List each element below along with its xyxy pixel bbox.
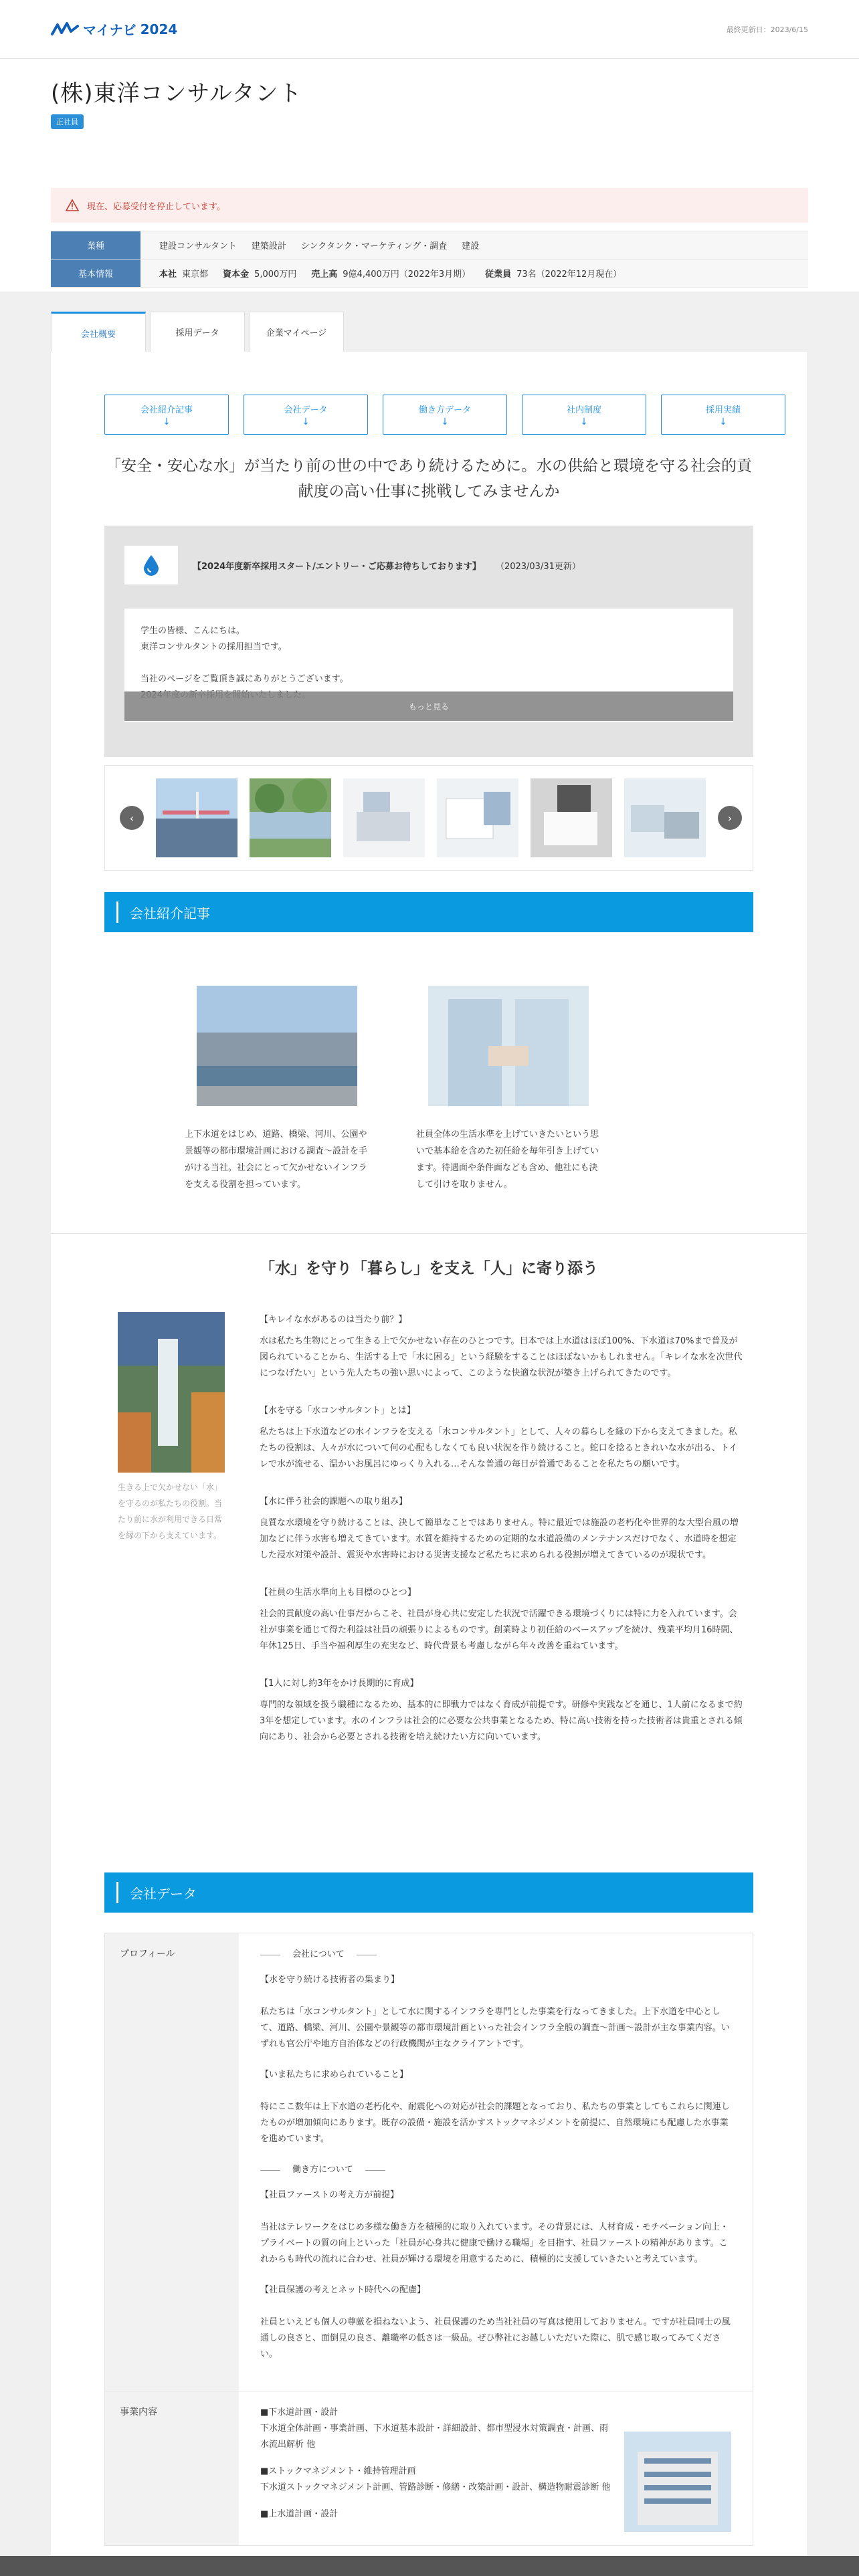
- hq-key: 本社: [159, 270, 177, 280]
- capital-value: 5,000万円: [254, 270, 297, 280]
- industry-item[interactable]: 建設: [462, 241, 480, 251]
- feature-article-body: [260, 1312, 745, 1767]
- industry-label: 業種: [51, 231, 140, 259]
- paragraph-text: 私たちは上下水道などの水インフラを支える「水コンサルタント」として、人々の暮らしを縁の下から支えてきました。私たちの役割は、人々が水について何の心配もしなくても良い状況を作り続けること。蛇口を捻るときれいな水が出る、トイレで水が流せる、温かいお風呂にゆっくり入れる…そんな普通の毎日が普通であることを私たちの願いです。: [260, 1427, 738, 1469]
- paragraph-heading: 【キレイな水があるのは当たり前？】: [260, 1315, 407, 1325]
- subheading: 働き方について: [260, 2162, 731, 2178]
- section-heading-articles: 会社紹介記事: [104, 892, 753, 932]
- section-heading-company-data: 会社データ: [104, 1872, 753, 1913]
- sales-value: 9億4,400万円（2022年3月期）: [343, 270, 471, 280]
- carousel-prev-button[interactable]: [120, 806, 144, 830]
- carousel-next-button[interactable]: [718, 806, 742, 830]
- profile-value: 会社について 【水を守り続ける技術者の集まり】 私たちは「水コンサルタント」として水に関するインフラを専門とした事業を行なってきました。上下水道を中心として、道路、橋梁、河川、公園や景観等の都市環境計画といった社会インフラ全般の調査〜計画〜設計が主な事業内容。いずれも官公庁や地方自治体などの行政機関が主なクライアントです。 【いま私たちに求められていること】 特にここ数年は上下水道の老朽化や、耐震化への対応が社会的課題となっており、私たちの事業としてもこれらに関連したものが増加傾向にあります。既存の設備・施設を活かすストックマネジメントを前提に、自然環境にも配慮した水事業を進めています。 働き方について 【社員ファーストの考え方が前提】 当社はテレワークをはじめ多様な働き方を積極的に取り入れています。その背景には、人材育成・モチベーション向上・プライベートの質の向上といった「社員が心身共に健康で働ける職場」を目指す、社員ファーストの精神があります。これからも時代の流れに合わせ、社員が輝ける環境を用意するために、積極的に支援していきたいと考えています。 【社員保護の考えとネット時代への配慮】 社員といえども個人の尊厳を損ねないよう、社員保護のため当社社員の写真は使用しておりません。ですが社員同士の風通しの良さと、面倒見の良さ、離職率の低さは一級品。ぜひ弊社にお越しいただいた際に、肌で感じ取ってみてください。: [239, 1933, 753, 2391]
- carousel-photo[interactable]: [343, 778, 425, 857]
- message-title: 【2024年度新卒採用スタート/エントリー・ご応募お待ちしております】: [193, 561, 481, 572]
- quick-link-benefits[interactable]: 社内制度 ↓: [522, 395, 646, 435]
- industry-values: [140, 239, 479, 251]
- basic-info-label: 基本情報: [51, 259, 140, 287]
- last-updated: 最終更新日：2023/6/15: [726, 25, 808, 34]
- business-label: 事業内容: [105, 2391, 239, 2545]
- catchphrase: 「安全・安心な水」が当たり前の世の中であり続けるために。水の供給と環境を守る社会的貢献度の高い仕事に挑戦してみませんか: [106, 457, 752, 500]
- office-building-photo: [624, 2432, 731, 2532]
- sales-key: 売上高: [311, 270, 338, 280]
- article-photo: [197, 986, 357, 1106]
- employment-type-badge: 正社員: [51, 114, 84, 129]
- carousel-photo[interactable]: [531, 778, 612, 857]
- application-closed-notice: [51, 188, 808, 223]
- paragraph-text: 良質な水環境を守り続けることは、決して簡単なことではありません。特に最近では施設の老朽化や世界的な大型台風の増加などに伴う水害も増えてきています。水質を維持するための定期的な水道設備のメンテナンスだけでなく、水道時を想定した浸水対策や設計、震災や水害時における災害支援など私たちに求められる役割が増えてきているのが現状です。: [260, 1518, 739, 1560]
- tab-company-overview[interactable]: 会社概要: [51, 312, 146, 353]
- paragraph-heading: 【社員の生活水準向上も目標のひとつ】: [260, 1588, 416, 1598]
- profile-row: [105, 1933, 753, 2391]
- photo-caption: 生きる上で欠かせない「水」を守るのが私たちの役割。当たり前に水が利用できる日常を縁の下から支えています。: [118, 1483, 223, 1540]
- arrow-down-icon: ↓: [441, 416, 449, 427]
- quick-links: [104, 395, 785, 435]
- article-photo: [428, 986, 589, 1106]
- profile-label: プロフィール: [105, 1933, 239, 2391]
- industry-item[interactable]: 建設コンサルタント: [159, 241, 237, 251]
- company-name: (株)東洋コンサルタント: [51, 80, 302, 107]
- quick-link-hiring-record[interactable]: 採用実績 ↓: [661, 395, 785, 435]
- company-info-table: [51, 231, 808, 288]
- photo-carousel: [104, 765, 753, 871]
- logo-mark-icon: [51, 21, 79, 38]
- article-card[interactable]: [185, 986, 369, 1193]
- carousel-photo[interactable]: [250, 778, 331, 857]
- capital-key: 資本金: [223, 270, 250, 280]
- divider: [51, 1233, 807, 1234]
- logo-text: マイナビ: [83, 22, 136, 38]
- paragraph-heading: 【1人に対し約3年をかけ長期的に育成】: [260, 1679, 419, 1689]
- quick-link-articles[interactable]: 会社紹介記事 ↓: [104, 395, 229, 435]
- basic-info-row: [51, 259, 808, 288]
- carousel-photo[interactable]: [156, 778, 237, 857]
- message-body: 学生の皆様、こんにちは。 東洋コンサルタントの採用担当です。 当社のページをご覧頂き誠にありがとうございます。: [124, 609, 733, 722]
- hq-value: 東京都: [182, 270, 209, 280]
- article-summary: 社員全体の生活水準を上げていきたいという思いで基本給を含めた初任給を毎年引き上げています。待遇面や条件面なども含め、他社にも決して引けを取りません。: [416, 1130, 599, 1190]
- arrow-down-icon: ↓: [580, 416, 588, 427]
- read-more-button[interactable]: もっと見る: [124, 691, 733, 721]
- warning-icon: [66, 199, 79, 212]
- company-heading: [0, 59, 859, 129]
- arrow-down-icon: ↓: [719, 416, 727, 427]
- chevron-left-icon: ‹: [129, 811, 134, 825]
- quick-link-work-style[interactable]: 働き方データ ↓: [383, 395, 507, 435]
- employees-value: 73名（2022年12月現在）: [516, 270, 622, 280]
- message-header: [124, 546, 581, 584]
- logo[interactable]: [51, 19, 177, 39]
- subheading: 会社について: [260, 1947, 731, 1963]
- basic-info-values: [140, 267, 622, 280]
- paragraph-heading: 【水を守る「水コンサルタント」とは】: [260, 1406, 415, 1416]
- paragraph-text: 社会的貢献度の高い仕事だからこそ、社員が身心共に安定した状況で活躍できる環境づくりには特に力を入れています。会社が事業を通じて得た利益は社員の頑張りによるものです。創業時より初任給のベースアップを続け、残業平均月16時間、年休125日、手当や福利厚生の充実など、時代背景も考慮しながら年々改善を重ねています。: [260, 1609, 739, 1651]
- tab-company-mypage[interactable]: 企業マイページ: [249, 312, 344, 352]
- company-data-table: [104, 1933, 753, 2546]
- business-row: [105, 2391, 753, 2545]
- water-drop-icon: [142, 554, 160, 576]
- feature-heading: 「水」を守り「暮らし」を支え「人」に寄り添う: [260, 1260, 598, 1277]
- article-summary: 上下水道をはじめ、道路、橋梁、河川、公園や景観等の都市環境計画における調査〜設計を手がける当社。社会にとって欠かせないインフラを支える役割を担っています。: [185, 1130, 368, 1190]
- waterfall-photo: [118, 1312, 225, 1473]
- tab-recruit-data[interactable]: 採用データ: [150, 312, 245, 352]
- article-card[interactable]: [416, 986, 600, 1193]
- paragraph-heading: 【水に伴う社会的課題への取り組み】: [260, 1497, 408, 1507]
- paragraph-text: 水は私たち生物にとって生きる上で欠かせない存在のひとつです。日本では上水道はほぼ100%、下水道は70%まで普及が図られていることから、生活する上で「水に困る」という経験をすることはほぼないかもしれません。「キレイな水を次世代につなげたい」という先人たちの強い思いによって、このような快適な状況が築き上げられてきたのです。: [260, 1336, 743, 1378]
- message-date: （2023/03/31更新）: [495, 561, 581, 572]
- business-value: ■下水道計画・設計 下水道全体計画・事業計画、下水道基本設計・詳細設計、都市型浸水対策調査・計画、雨水流出解析 他 ■ストックマネジメント・維持管理計画 下水道ストックマネジメント計画、管路診断・修繕・改築計画・設計、構造物耐震診断 他 ■上水道計画・設計: [239, 2391, 753, 2545]
- paragraph-text: 専門的な領域を扱う職種になるため、基本的に即戦力ではなく育成が前提です。研修や実践などを通じ、1人前になるまで約3年を想定しています。水のインフラは社会的に必要な公共事業となるため、特に高い技術を持った技術者は貴重とされる傾向にあり、社会から必要とされる技術を培え続けたい方に向いています。: [260, 1700, 743, 1742]
- carousel-photo[interactable]: [437, 778, 518, 857]
- carousel-photo[interactable]: [624, 778, 706, 857]
- industry-row: [51, 231, 808, 259]
- arrow-down-icon: ↓: [163, 416, 171, 427]
- site-header: [0, 0, 859, 59]
- employees-key: 従業員: [485, 270, 512, 280]
- quick-link-company-data[interactable]: 会社データ ↓: [244, 395, 368, 435]
- notice-text: 現在、応募受付を停止しています。: [87, 201, 225, 212]
- sticky-footer-bar: [0, 2556, 859, 2576]
- overview-card: [51, 352, 807, 2576]
- chevron-right-icon: ›: [727, 811, 733, 825]
- industry-item[interactable]: 建築設計: [251, 241, 286, 251]
- company-logo: [124, 546, 178, 584]
- arrow-down-icon: ↓: [302, 416, 310, 427]
- industry-item[interactable]: シンクタンク・マーケティング・調査: [300, 241, 448, 251]
- logo-year: 2024: [140, 21, 178, 37]
- recruiter-message-box: [104, 526, 753, 757]
- page-tabs: [51, 312, 344, 353]
